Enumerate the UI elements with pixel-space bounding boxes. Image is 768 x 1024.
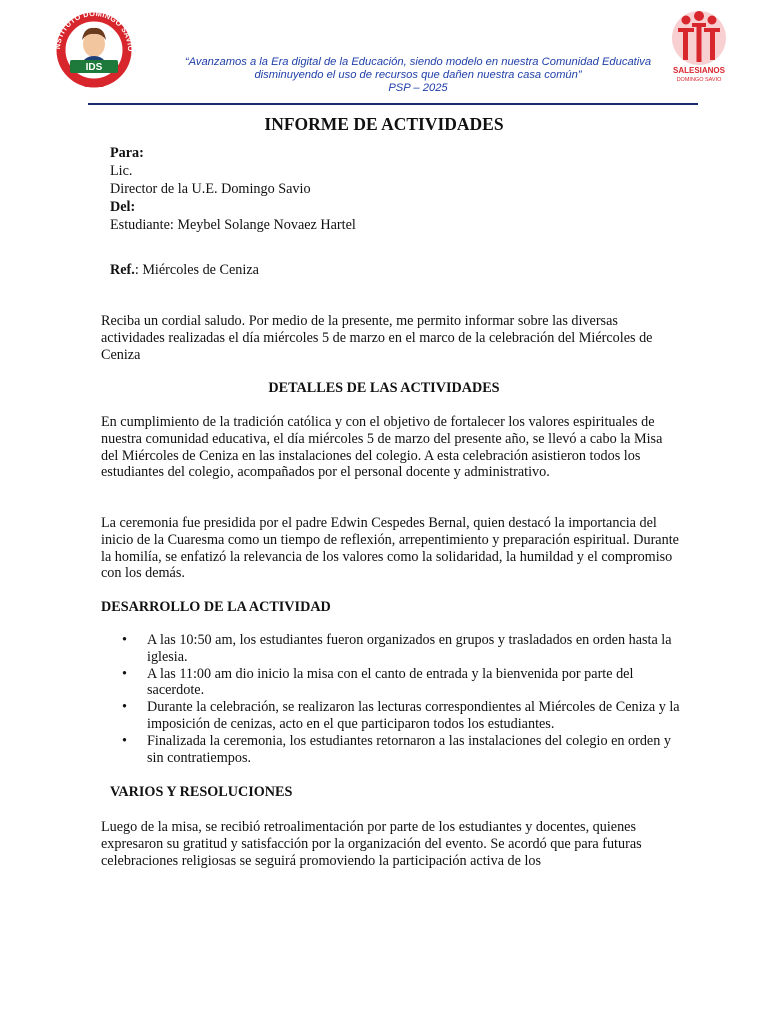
svg-text:SALESIANOS: SALESIANOS xyxy=(672,66,726,75)
details-paragraph-2: La ceremonia fue presidida por el padre Edwin Cespedes Bernal, quien destacó la importancia del inicio de la Cuaresma como un tiempo de reflexión, arrepentimiento y preparación espiritual. Durante la homilía, se enfatizó la relevancia de los valores como la solidaridad, la humildad y el compromiso con los demás. xyxy=(101,515,679,582)
bullet: • xyxy=(122,699,127,716)
list-item: • Durante la celebración, se realizaron las lecturas correspondientes al Miércoles de Ceniza y la imposición de cenizas, acto en el que participaron todos los estudiantes. xyxy=(122,699,680,732)
motto-line-1: “Avanzamos a la Era digital de la Educación, siendo modelo en nuestra Comunidad Educativa xyxy=(184,56,652,68)
svg-text:IDS: IDS xyxy=(85,62,103,73)
report-title: INFORME DE ACTIVIDADES xyxy=(264,114,504,134)
para-label: Para: xyxy=(110,145,144,161)
salesianos-logo xyxy=(664,10,734,85)
motto-line-3: PSP – 2025 xyxy=(388,82,448,94)
varios-paragraph: Luego de la misa, se recibió retroalimentación por parte de los estudiantes y docentes, quienes expresaron su gratitud y satisfacción por la organización del evento. Se acordó que para futuras celebraciones religiosas se seguirá promoviendo la participación activa de los xyxy=(101,819,642,869)
reference-line xyxy=(110,262,259,279)
intro-paragraph: Reciba un cordial saludo. Por medio de la presente, me permito informar sobre las diversas actividades realizadas el día miércoles 5 de marzo en el marco de la celebración del Miércoles de Ceniza xyxy=(101,313,653,363)
del-label: Del: xyxy=(110,199,136,215)
motto-line-2: disminuyendo el uso de recursos que dañen nuestra casa común” xyxy=(254,69,582,81)
institutional-motto xyxy=(160,56,676,95)
details-heading: DETALLES DE LAS ACTIVIDADES xyxy=(268,380,500,396)
bullet: • xyxy=(122,665,127,682)
recipient-title: Lic. xyxy=(110,163,133,179)
svg-text:INSTITUTO DOMINGO SAVIO: NSTITUTO DOMINGO SAVIO xyxy=(52,10,136,52)
activity-list xyxy=(101,632,681,766)
bullet: • xyxy=(122,732,127,749)
list-item: • Finalizada la ceremonia, los estudiantes retornaron a las instalaciones del colegio en orden y sin contratiempos. xyxy=(122,732,671,766)
header-divider xyxy=(88,103,698,105)
list-item: • A las 10:50 am, los estudiantes fueron organizados en grupos y trasladados en orden hasta la iglesia. xyxy=(122,632,672,665)
bullet: • xyxy=(122,632,127,648)
svg-text:LA PAZ: LA PAZ xyxy=(84,83,104,88)
memo-block xyxy=(110,144,356,234)
svg-text:DOMINGO SAVIO: DOMINGO SAVIO xyxy=(676,77,722,83)
varios-heading: VARIOS Y RESOLUCIONES xyxy=(110,784,293,800)
details-paragraph-1: En cumplimiento de la tradición católica y con el objetivo de fortalecer los valores espirituales de nuestra comunidad educativa, el día miércoles 5 de marzo del presente año, se llevó a cabo la Misa del Miércoles de Ceniza en las instalaciones del colegio. A esta celebración asistieron todos los estudiantes del colegio, acompañados por el personal docente y administrativo. xyxy=(101,414,663,481)
letterhead xyxy=(0,0,768,110)
list-item: • A las 11:00 am dio inicio la misa con el canto de entrada y la bienvenida por parte del sacerdote. xyxy=(122,665,634,699)
sender: Estudiante: Meybel Solange Novaez Hartel xyxy=(110,217,356,233)
ref-label: Ref. xyxy=(110,262,135,278)
recipient-role: Director de la U.E. Domingo Savio xyxy=(110,181,311,197)
ref-value: : Miércoles de Ceniza xyxy=(134,262,259,278)
development-heading: DESARROLLO DE LA ACTIVIDAD xyxy=(101,599,331,615)
instituto-domingo-savio-logo xyxy=(46,10,142,88)
